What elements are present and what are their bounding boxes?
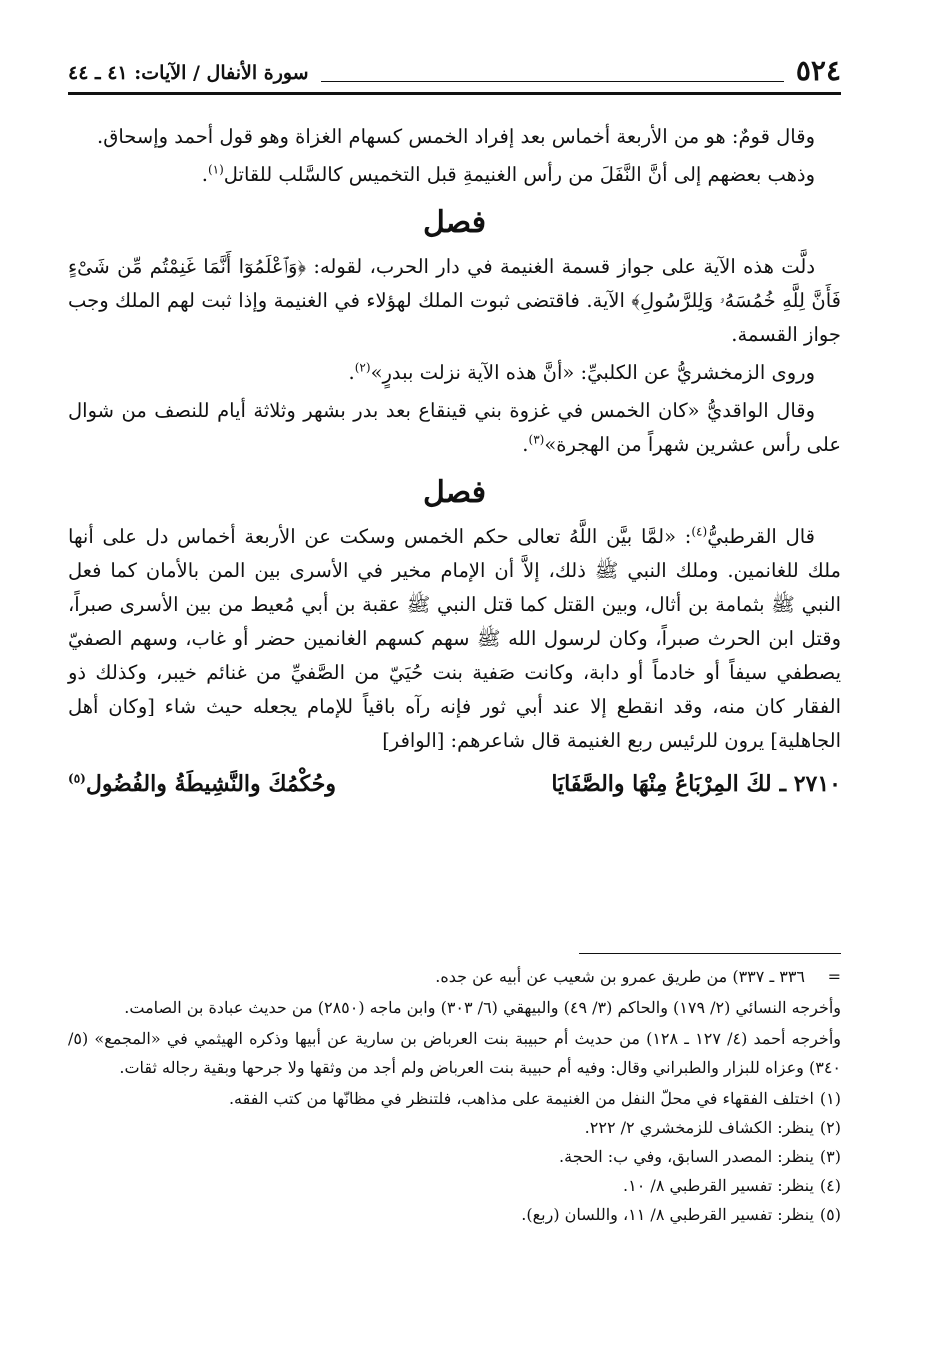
- main-text: [68, 120, 841, 806]
- poem-hemistich-2: وحُكْمُكَ والنَّشِيطَةُ والفُضُول: [85, 771, 336, 797]
- footnote-4: [68, 1171, 841, 1200]
- continuation-marker: =: [827, 967, 841, 986]
- paragraph-5: [68, 394, 841, 462]
- footnote-text: اختلف الفقهاء في محلّ النفل من الغنيمة على مذاهب، فلتنظر في مظانّها من كتب الفقه.: [228, 1089, 814, 1108]
- footnote-separator: [579, 953, 841, 954]
- paragraph-2-end: .: [201, 163, 208, 186]
- footnote-ref-1: (١): [207, 162, 224, 177]
- paragraph-6: [68, 520, 841, 758]
- footnote-number: (١): [819, 1089, 841, 1108]
- paragraph-3-intro: دلَّت هذه الآية على جواز قسمة الغنيمة في دار الحرب، لقوله:: [306, 255, 816, 278]
- paragraph-6-intro: قال القرطبيُّ: [707, 525, 815, 548]
- poem-hemistich-2-wrap: [68, 762, 420, 806]
- footnote-text: ينظر: الكشاف للزمخشري ٢/ ٢٢٢.: [584, 1118, 814, 1137]
- footnote-1: [68, 1084, 841, 1113]
- running-title: سورة الأنفال / الآيات: ٤١ ـ ٤٤: [68, 62, 309, 84]
- paragraph-5-text: وقال الواقديُّ «كان الخمس في غزوة بني قينقاع بعد بدر بشهر وثلاثة أيام للنصف من شوال على رأس عشرين شهراً من الهجرة»: [68, 399, 841, 456]
- footnote-number: (٤): [819, 1176, 841, 1195]
- paragraph-4: [68, 356, 841, 390]
- footnote-ref-2: (٢): [354, 360, 371, 375]
- continuation-text: ٣٣٦ ـ ٣٣٧) من طريق عمرو بن شعيب عن أبيه عن جده.: [435, 967, 805, 986]
- paragraph-3: [68, 250, 841, 352]
- footnote-text: ينظر: المصدر السابق، وفي ب: الحجة.: [559, 1147, 814, 1166]
- poem-hemistich-1: لكَ المِرْبَاعُ مِنْهَا والصَّفَايَا: [551, 771, 772, 797]
- paragraph-3-rest: الآية. فاقتضى ثبوت الملك لهؤلاء في الغنيمة وإذا ثبت لهم الملك وجب جواز القسمة.: [68, 289, 841, 346]
- paragraph-5-end: .: [522, 433, 529, 456]
- footnote-ref-4: (٤): [691, 524, 708, 539]
- header-rule: [321, 81, 784, 82]
- running-header: [68, 52, 841, 95]
- footnotes: [68, 962, 841, 1229]
- footnote-number: (٢): [819, 1118, 841, 1137]
- poem-verse: [68, 762, 841, 806]
- footnote-text: ينظر: تفسير القرطبي ٨/ ١١، واللسان (ربع).: [521, 1205, 814, 1224]
- paragraph-4-end: .: [348, 361, 355, 384]
- footnote-ref-3: (٣): [528, 432, 545, 447]
- quran-verse: ﴿وَٱعْلَمُوٓا أَنَّمَا غَنِمْتُم مِّن شَىْءٍ فَأَنَّ لِلَّهِ خُمُسَهُۥ وَلِلرَّسُولِ﴾: [68, 255, 841, 312]
- footnote-3: [68, 1142, 841, 1171]
- paragraph-2-text: وذهب بعضهم إلى أنَّ النَّفَلَ من رأس الغنيمةِ قبل التخميس كالسَّلب للقاتل: [223, 163, 815, 186]
- footnote-2: [68, 1113, 841, 1142]
- paragraph-2: [68, 158, 841, 192]
- footnote-number: (٥): [819, 1205, 841, 1224]
- paragraph-6-text: : «لمَّا بيَّن اللَّهُ تعالى حكم الخمس وسكت عن الأربعة أخماس دل على أنها ملك للغانمين. وملك النبي ﷺ ذلك، إلاَّ أن الإمام مخير في الأسرى بين المن بالأمان كما فعل النبي ﷺ بثمامة بن أثال، وبين القتل كما قتل النبي ﷺ عقبة بن أبي مُعيط من بين الأسرى صبراً، وقتل ابن الحرث صبراً، وكان لرسول الله ﷺ سهم كسهم الغانمين حضر أو غاب، وسهم الصفيّ يصطفي سيفاً أو خادماً أو دابة، وكانت صَفية بنت حُيَيّ من الصَّفيِّ من غنائم خيبر، وكذلك ذو الفقار كان منه، وقد انقطع إلا عند أبي ثور فإنه رآه باقياً للإمام يجعله حيث شاء [وكان أهل الجاهلية] يرون للرئيس ربع الغنيمة قال شاعرهم: [الوافر]: [68, 525, 841, 752]
- paragraph-4-text: وروى الزمخشريُّ عن الكلبيِّ: «أنَّ هذه الآية نزلت ببدرٍ»: [370, 361, 815, 384]
- poem-number: ٢٧١٠ ـ: [779, 771, 841, 797]
- footnote-paragraph-1: وأخرجه النسائي (٢/ ١٧٩) والحاكم (٣/ ٤٩) والبيهقي (٦/ ٣٠٣) وابن ماجه (٢٨٥٠) من حديث عبادة بن الصامت.: [124, 998, 841, 1017]
- footnote-number: (٣): [819, 1147, 841, 1166]
- footnote-text: ينظر: تفسير القرطبي ٨/ ١٠.: [623, 1176, 814, 1195]
- section-title-2: فصل: [422, 475, 487, 510]
- footnote-ref-5: (٥): [68, 771, 86, 786]
- footnote-paragraph-2: وأخرجه أحمد (٤/ ١٢٧ ـ ١٢٨) من حديث أم حبيبة بنت العرباض بن سارية عن أبيها وذكره الهيثمي في «المجمع» (٥/ ٣٤٠) وعزاه للبزار والطبراني وقال: وفيه أم حبيبة بنت العرباض ولم أجد من وثقها ولا جرحها وبقية رجاله ثقات.: [68, 1029, 841, 1077]
- page-number: ٥٢٤: [795, 54, 841, 87]
- footnote-continuation: [68, 962, 841, 991]
- paragraph-1: وقال قومٌ: هو من الأربعة أخماس بعد إفراد الخمس كسهام الغزاة وهو قول أحمد وإسحاق.: [97, 125, 815, 148]
- footnote-5: [68, 1200, 841, 1229]
- section-title-1: فصل: [422, 205, 487, 240]
